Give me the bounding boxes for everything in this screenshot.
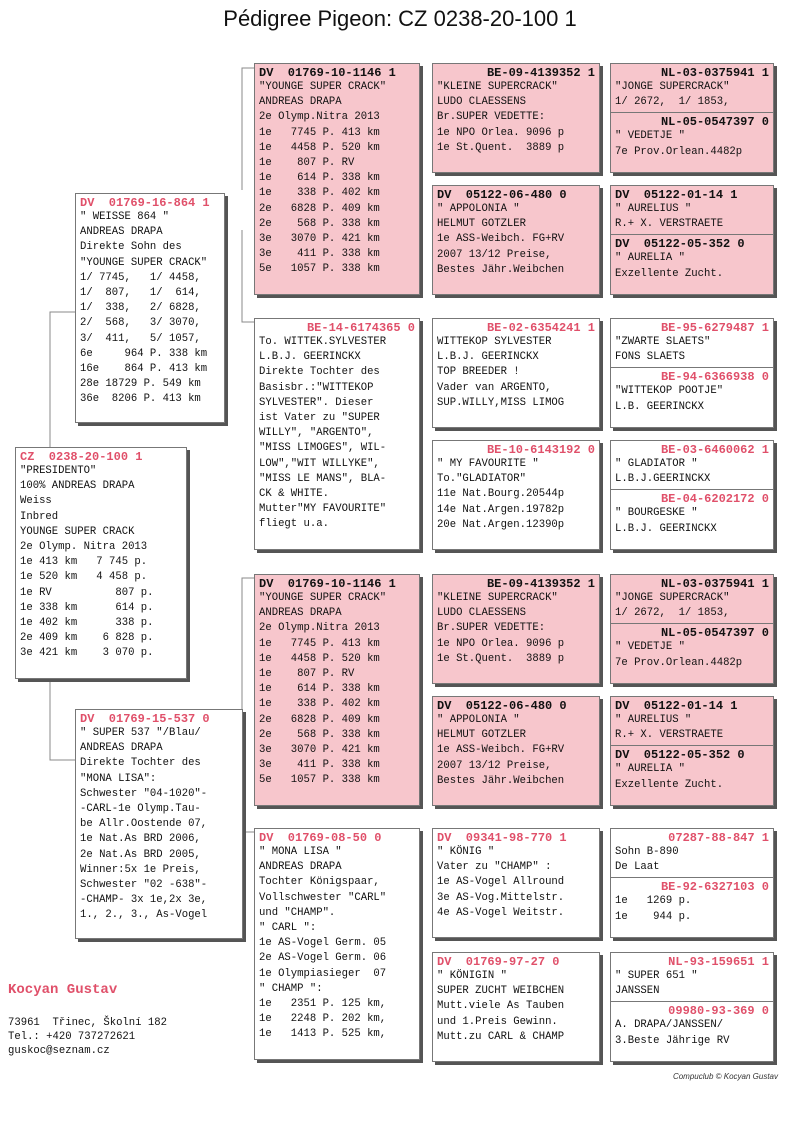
detail-line: 3e 411 P. 338 km [259, 248, 380, 261]
gen4-card[interactable] [610, 574, 774, 684]
detail-line: 1e 1269 p. [615, 895, 692, 908]
detail-line: 3e 421 km 3 070 p. [20, 647, 154, 660]
detail-line: " KÖNIG " [437, 846, 495, 858]
detail-line: 3.Beste Jährige RV [615, 1034, 730, 1047]
ring-number: BE-03-6460062 1 [660, 443, 769, 457]
ring-number: BE-09-4139352 1 [486, 66, 595, 80]
detail-line: "YOUNGE SUPER CRACK" [80, 256, 208, 269]
detail-line: 5e 1057 P. 338 km [259, 774, 380, 787]
ring-number: NL-03-0375941 1 [660, 66, 769, 80]
detail-line: L.B.J.GEERINCKX [615, 473, 711, 486]
detail-line: ANDREAS DRAPA [259, 96, 342, 109]
dam-dam-card[interactable] [254, 828, 420, 1060]
gen3-card[interactable] [432, 185, 600, 295]
detail-line: "MONA LISA": [80, 772, 157, 785]
detail-line: 1/ 7745, 1/ 4458, [80, 271, 201, 284]
detail-line: ANDREAS DRAPA [80, 742, 163, 755]
detail-line: 1e 614 P. 338 km [259, 172, 380, 185]
ring-number: BE-09-4139352 1 [486, 577, 595, 591]
detail-line: 3e 411 P. 338 km [259, 759, 380, 772]
detail-line: 1/ 2672, 1/ 1853, [615, 96, 730, 109]
subject-ring: CZ 0238-20-100 1 [20, 450, 143, 464]
detail-line: 1e ASS-Weibch. FG+RV [437, 744, 565, 757]
detail-line: " AURELIA " [615, 252, 685, 265]
detail-line: 1e Nat.As BRD 2006, [80, 833, 201, 846]
ring-number: NL-03-0375941 1 [660, 577, 769, 591]
detail-line: FONS SLAETS [615, 351, 685, 364]
detail-line: 1e 807 P. RV [259, 157, 355, 170]
detail-line: 1e 7745 P. 413 km [259, 637, 380, 650]
detail-line: A. DRAPA/JANSSEN/ [615, 1019, 724, 1032]
detail-line: 2007 13/12 Preise, [437, 759, 552, 772]
detail-line: " CHAMP ": [259, 982, 323, 995]
detail-line: "WITTEKOP POOTJE" [615, 385, 724, 398]
detail-line: SUPER ZUCHT WEIBCHEN [437, 985, 565, 998]
gen3-card[interactable] [432, 440, 600, 550]
detail-line: 1e 520 km 4 458 p. [20, 571, 148, 584]
detail-line: R.+ X. VERSTRAETE [615, 729, 724, 742]
detail-line: Schwester "04-1020"- [80, 787, 208, 800]
detail-line: 11e Nat.Bourg.20544p [437, 488, 565, 501]
detail-line: "YOUNGE SUPER CRACK" [259, 81, 387, 93]
detail-line: 3/ 411, 5/ 1057, [80, 332, 201, 345]
detail-line: " SUPER 537 "/Blau/ [80, 727, 201, 739]
detail-line: L.B.J. GEERINCKX [437, 351, 539, 364]
detail-line: 1e 614 P. 338 km [259, 683, 380, 696]
detail-line: Br.SUPER VEDETTE: [437, 622, 546, 635]
gen3-card[interactable] [432, 318, 600, 428]
gen3-card[interactable] [432, 63, 600, 173]
detail-line: 1e NPO Orlea. 9096 p [437, 637, 565, 650]
detail-line: Sohn B-890 [615, 846, 679, 858]
detail-line: Winner:5x 1e Preis, [80, 863, 201, 876]
detail-line: " WEISSE 864 " [80, 211, 170, 223]
credit-footer: Compuclub © Kocyan Gustav [672, 1072, 778, 1081]
detail-line: " MY FAVOURITE " [437, 458, 539, 470]
detail-line: 1e 4458 P. 520 km [259, 141, 380, 154]
ring-number: DV 05122-05-352 0 [615, 237, 745, 252]
detail-line: 1e 402 km 338 p. [20, 617, 154, 630]
gen4-card[interactable] [610, 952, 774, 1062]
ring-number: DV 05122-01-14 1 [615, 188, 738, 202]
ring-number: 09980-93-369 0 [668, 1004, 769, 1019]
detail-line: LUDO CLAESSENS [437, 96, 527, 109]
detail-line: 1e AS-Vogel Germ. 05 [259, 937, 387, 950]
detail-line: " CARL ": [259, 922, 317, 935]
gen4-card[interactable] [610, 696, 774, 806]
detail-line: " AURELIUS " [615, 714, 692, 726]
detail-line: " AURELIA " [615, 763, 685, 776]
ring-number: BE-04-6202172 0 [660, 492, 769, 507]
detail-line: 2e 409 km 6 828 p. [20, 632, 154, 645]
detail-line: L.B. GEERINCKX [615, 400, 705, 413]
detail-line: "MISS LIMOGES", WIL- [259, 442, 387, 455]
ring-number: DV 01769-10-1146 1 [259, 66, 396, 80]
detail-line: Schwester "02 -638"- [80, 879, 208, 892]
detail-line: LUDO CLAESSENS [437, 607, 527, 620]
ring-number: BE-10-6143192 0 [486, 443, 595, 457]
detail-line: 14e Nat.Argen.19782p [437, 503, 565, 516]
detail-line: 2e Olymp.Nitra 2013 [259, 622, 380, 635]
detail-line: WILLY", "ARGENTO", [259, 427, 374, 440]
detail-line: De Laat [615, 861, 660, 874]
detail-line: Direkte Tochter des [259, 366, 380, 379]
detail-line: Vater zu "CHAMP" : [437, 861, 552, 874]
detail-line: Mutt.viele As Tauben [437, 1000, 565, 1013]
detail-line: fliegt u.a. [259, 518, 329, 531]
detail-line: 1/ 807, 1/ 614, [80, 287, 201, 300]
detail-line: Vollschwester "CARL" [259, 891, 387, 904]
ring-number: DV 05122-05-352 0 [615, 748, 745, 763]
gen4-card[interactable] [610, 440, 774, 550]
detail-line: LOW","WIT WILLYKE", [259, 457, 380, 470]
detail-line: 2e 568 P. 338 km [259, 217, 380, 230]
detail-line: 1e ASS-Weibch. FG+RV [437, 233, 565, 246]
detail-line: " KÖNIGIN " [437, 970, 507, 982]
detail-line: "MISS LE MANS", BLA- [259, 472, 387, 485]
ring-number: DV 01769-10-1146 1 [259, 577, 396, 591]
detail-line: 1e 807 P. RV [259, 668, 355, 681]
detail-line: CK & WHITE. [259, 488, 329, 501]
gen3-card[interactable] [432, 952, 600, 1062]
sire-card[interactable] [75, 193, 225, 423]
ring-number: BE-94-6366938 0 [660, 370, 769, 385]
detail-line: ist Vater zu "SUPER [259, 412, 380, 425]
ring-number: BE-02-6354241 1 [486, 321, 595, 335]
detail-line: ANDREAS DRAPA [80, 226, 163, 239]
ring-number: 07287-88-847 1 [668, 831, 769, 845]
ring-number: NL-05-0547397 0 [660, 626, 769, 641]
detail-line: Weiss [20, 495, 52, 508]
gen3-card[interactable] [432, 828, 600, 938]
detail-line: R.+ X. VERSTRAETE [615, 218, 724, 231]
detail-line: 6e 964 P. 338 km [80, 347, 208, 360]
detail-line: " BOURGESKE " [615, 507, 698, 520]
detail-line: WITTEKOP SYLVESTER [437, 336, 552, 348]
detail-line: Direkte Tochter des [80, 757, 201, 770]
gen3-card[interactable] [432, 574, 600, 684]
detail-line: 2e 568 P. 338 km [259, 728, 380, 741]
detail-line: 2007 13/12 Preise, [437, 248, 552, 261]
detail-line: 1e 338 P. 402 km [259, 698, 380, 711]
detail-line: L.B.J. GEERINCKX [259, 351, 361, 364]
detail-line: 3e AS-Vog.Mittelstr. [437, 891, 565, 904]
detail-line: To."GLADIATOR" [437, 473, 527, 486]
detail-line: 2/ 568, 3/ 3070, [80, 317, 201, 330]
sire-ring: DV 01769-16-864 1 [80, 196, 210, 210]
detail-line: 1e 944 p. [615, 910, 692, 923]
detail-line: und 1.Preis Gewinn. [437, 1015, 558, 1028]
ring-number: DV 05122-06-480 0 [437, 699, 567, 713]
owner-address: 73961 Třinec, Školní 182 [8, 1017, 167, 1029]
detail-line: 2e 6828 P. 409 km [259, 713, 380, 726]
dam-sire-card[interactable] [254, 574, 420, 806]
page-title: Pédigree Pigeon: CZ 0238-20-100 1 [223, 6, 577, 31]
detail-line: "JONGE SUPERCRACK" [615, 592, 730, 604]
detail-line: Bestes Jähr.Weibchen [437, 774, 565, 787]
detail-line: 2e AS-Vogel Germ. 06 [259, 952, 387, 965]
detail-line: -CARL-1e Olymp.Tau- [80, 803, 201, 816]
gen4-card[interactable] [610, 185, 774, 295]
dam-ring: DV 01769-15-537 0 [80, 712, 210, 726]
detail-line: 1e St.Quent. 3889 p [437, 141, 565, 154]
detail-line: 1e AS-Vogel Allround [437, 876, 565, 889]
detail-line: 2e Nat.As BRD 2005, [80, 848, 201, 861]
detail-line: 1e 413 km 7 745 p. [20, 556, 148, 569]
detail-line: SYLVESTER". Dieser [259, 396, 374, 409]
detail-line: Inbred [20, 510, 59, 523]
ring-number: DV 01769-97-27 0 [437, 955, 560, 969]
detail-line: 100% ANDREAS DRAPA [20, 480, 135, 493]
detail-line: 1e 2351 P. 125 km, [259, 998, 387, 1011]
detail-line: 7e Prov.Orlean.4482p [615, 145, 743, 158]
detail-line: 1/ 338, 2/ 6828, [80, 302, 201, 315]
detail-line: Mutt.zu CARL & CHAMP [437, 1030, 565, 1043]
gen4-card[interactable] [610, 318, 774, 428]
detail-line: 20e Nat.Argen.12390p [437, 518, 565, 531]
detail-line: 1/ 2672, 1/ 1853, [615, 607, 730, 620]
detail-line: 36e 8206 P. 413 km [80, 393, 201, 406]
detail-line: ANDREAS DRAPA [259, 607, 342, 620]
detail-line: 3e 3070 P. 421 km [259, 233, 380, 246]
detail-line: Bestes Jähr.Weibchen [437, 263, 565, 276]
ring-number: DV 09341-98-770 1 [437, 831, 567, 845]
detail-line: " SUPER 651 " [615, 970, 698, 982]
detail-line: 1e 1413 P. 525 km, [259, 1028, 387, 1041]
detail-line: 28e 18729 P. 549 km [80, 378, 201, 391]
gen4-card[interactable] [610, 828, 774, 938]
detail-line: "YOUNGE SUPER CRACK" [259, 592, 387, 604]
detail-line: 1e 338 P. 402 km [259, 187, 380, 200]
detail-line: Vader van ARGENTO, [437, 381, 552, 394]
detail-line: Basisbr.:"WITTEKOP [259, 381, 374, 394]
detail-line: 5e 1057 P. 338 km [259, 263, 380, 276]
detail-line: 1e 7745 P. 413 km [259, 126, 380, 139]
dam-card[interactable] [75, 709, 243, 939]
owner-phone: Tel.: +420 737272621 [8, 1031, 136, 1043]
ring-number: BE-95-6279487 1 [660, 321, 769, 335]
detail-line: " VEDETJE " [615, 130, 685, 143]
detail-line: " APPOLONIA " [437, 714, 520, 726]
detail-line: 1e RV 807 p. [20, 586, 154, 599]
detail-line: " APPOLONIA " [437, 203, 520, 215]
detail-line: 4e AS-Vogel Weitstr. [437, 906, 565, 919]
detail-line: HELMUT GOTZLER [437, 218, 527, 231]
detail-line: Br.SUPER VEDETTE: [437, 111, 546, 124]
detail-line: "ZWARTE SLAETS" [615, 336, 711, 348]
detail-line: "PRESIDENTO" [20, 465, 97, 477]
detail-line: 2e 6828 P. 409 km [259, 202, 380, 215]
ring-number: BE-14-6174365 0 [306, 321, 415, 335]
detail-line: ANDREAS DRAPA [259, 861, 342, 874]
gen4-card[interactable] [610, 63, 774, 173]
detail-line: " MONA LISA " [259, 846, 342, 858]
detail-line: 1e 4458 P. 520 km [259, 652, 380, 665]
detail-line: " AURELIUS " [615, 203, 692, 215]
detail-line: 1e 2248 P. 202 km, [259, 1013, 387, 1026]
detail-line: 16e 864 P. 413 km [80, 363, 208, 376]
detail-line: Exzellente Zucht. [615, 267, 724, 280]
detail-line: Direkte Sohn des [80, 241, 182, 254]
ring-number: NL-93-159651 1 [668, 955, 769, 969]
detail-line: L.B.J. GEERINCKX [615, 522, 717, 535]
detail-line: SUP.WILLY,MISS LIMOG [437, 396, 565, 409]
detail-line: "JONGE SUPERCRACK" [615, 81, 730, 93]
detail-line: 1e St.Quent. 3889 p [437, 652, 565, 665]
gen3-card[interactable] [432, 696, 600, 806]
owner-email[interactable]: guskoc@seznam.cz [8, 1045, 110, 1057]
detail-line: "KLEINE SUPERCRACK" [437, 592, 558, 604]
detail-line: 1e Olympiasieger 07 [259, 967, 387, 980]
owner-info [8, 982, 167, 1058]
ring-number: DV 05122-01-14 1 [615, 699, 738, 713]
detail-line: 2e Olymp.Nitra 2013 [259, 111, 380, 124]
detail-line: YOUNGE SUPER CRACK [20, 525, 135, 538]
ring-number: DV 05122-06-480 0 [437, 188, 567, 202]
detail-line: TOP BREEDER ! [437, 366, 520, 379]
detail-line: JANSSEN [615, 985, 660, 998]
detail-line: To. WITTEK.SYLVESTER [259, 336, 387, 348]
detail-line: -CHAMP- 3x 1e,2x 3e, [80, 894, 208, 907]
ring-number: NL-05-0547397 0 [660, 115, 769, 130]
detail-line: Tochter Königspaar, [259, 876, 380, 889]
detail-line: 1., 2., 3., As-Vogel [80, 909, 208, 922]
detail-line: " VEDETJE " [615, 641, 685, 654]
detail-line: 2e Olymp. Nitra 2013 [20, 541, 148, 554]
detail-line: " GLADIATOR " [615, 458, 698, 470]
detail-line: HELMUT GOTZLER [437, 729, 527, 742]
detail-line: "KLEINE SUPERCRACK" [437, 81, 558, 93]
detail-line: 3e 3070 P. 421 km [259, 744, 380, 757]
ring-number: DV 01769-08-50 0 [259, 831, 382, 845]
sire-dam-card[interactable] [254, 318, 420, 550]
detail-line: 1e 338 km 614 p. [20, 601, 154, 614]
detail-line: 7e Prov.Orlean.4482p [615, 656, 743, 669]
sire-sire-card[interactable] [254, 63, 420, 295]
detail-line: be Allr.Oostende 07, [80, 818, 208, 831]
owner-name: Kocyan Gustav [8, 982, 118, 998]
detail-line: und "CHAMP". [259, 906, 336, 919]
detail-line: Mutter"MY FAVOURITE" [259, 503, 387, 516]
ring-number: BE-92-6327103 0 [660, 880, 769, 895]
subject-card[interactable] [15, 447, 187, 679]
detail-line: Exzellente Zucht. [615, 778, 724, 791]
detail-line: 1e NPO Orlea. 9096 p [437, 126, 565, 139]
